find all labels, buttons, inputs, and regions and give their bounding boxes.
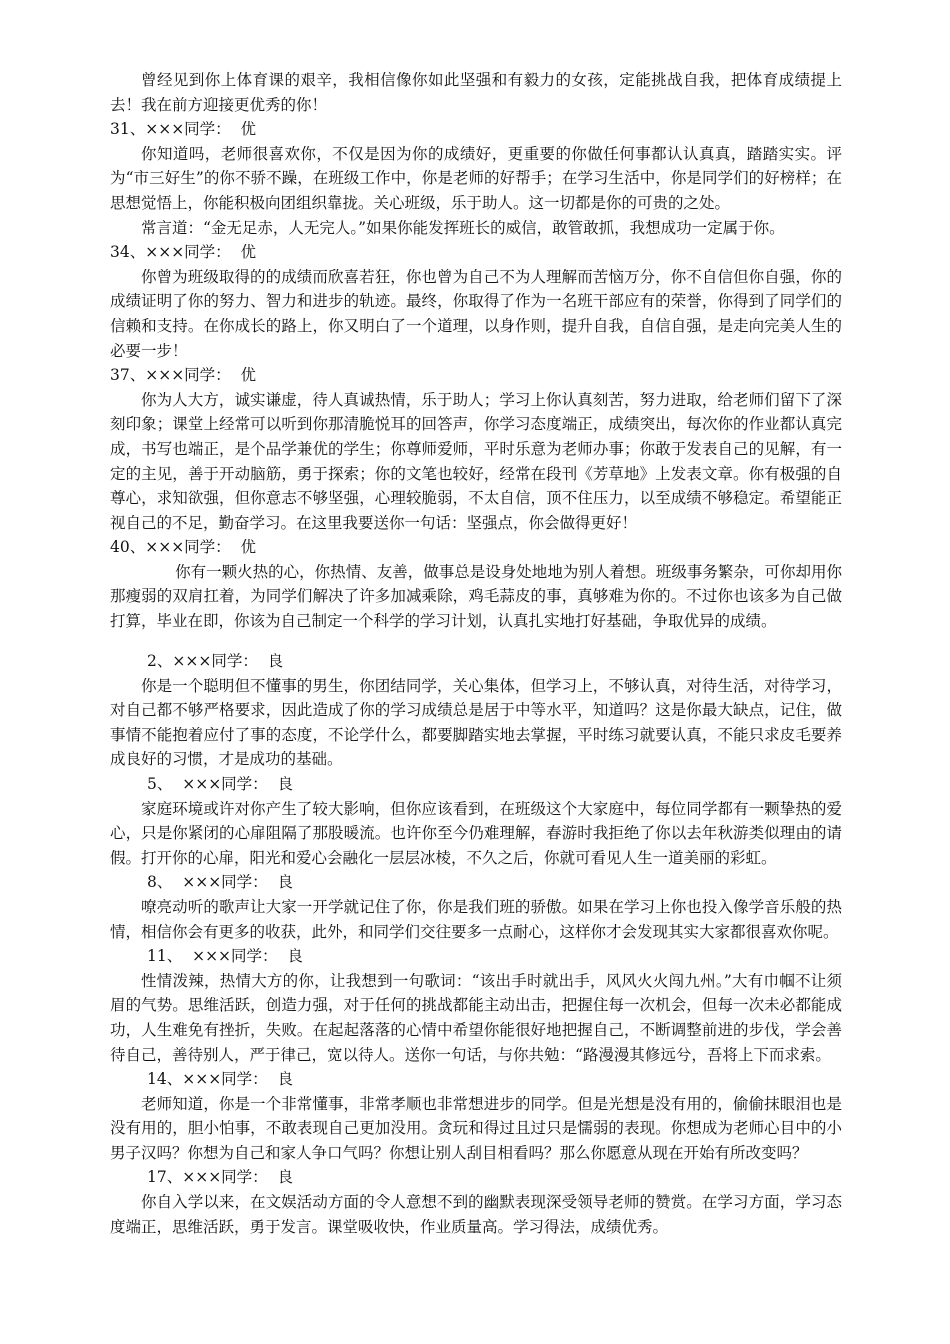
comment-paragraph: 你是一个聪明但不懂事的男生，你团结同学，关心集体，但学习上，不够认真，对待生活，对待学习，对自己都不够严格要求，因此造成了你的学习成绩总是居于中等水平，知道吗？这是你最大缺点，记住，做事情不能抱着应付了事的态度，不论学什么，都要脚踏实地去掌握，平时练习就要认真，不能只求皮毛要养成良好的习惯，才是成功的基础。: [110, 676, 842, 769]
comment-paragraph: 你有一颗火热的心，你热情、友善，做事总是设身处地地为别人着想。班级事务繁杂，可你却用你那瘦弱的双肩扛着，为同学们解决了许多加减乘除，鸡毛蒜皮的事，真够难为你的。不过你也该多为自己做打算，毕业在即，你该为自己制定一个科学的学习计划，认真扎实地打好基础，争取优异的成绩。: [110, 562, 842, 631]
comment-heading: 40、×××同学： 优: [110, 538, 257, 557]
comment-heading: 37、×××同学： 优: [110, 366, 257, 385]
comment-paragraph: 性情泼辣，热情大方的你，让我想到一句歌词：“该出手时就出手，风风火火闯九州。”大有巾帼不让须眉的气势。思维活跃，创造力强，对于任何的挑战都能主动出击，把握住每一次机会，但每一次未必都能成功，人生难免有挫折，失败。在起起落落的心情中希望你能很好地把握自己，不断调整前进的步伐，学会善待自己，善待别人，严于律己，宽以待人。送你一句话，与你共勉：“路漫漫其修远兮，吾将上下而求索。: [110, 971, 842, 1064]
comment-paragraph: 你为人大方，诚实谦虚，待人真诚热情，乐于助人；学习上你认真刻苦，努力进取，给老师们留下了深刻印象；课堂上经常可以听到你那清脆悦耳的回答声，你学习态度端正，成绩突出，每次你的作业都认真完成，书写也端正，是个品学兼优的学生；你尊师爱师，平时乐意为老师办事；你敢于发表自己的见解，有一定的主见，善于开动脑筋，勇于探索；你的文笔也较好，经常在段刊《芳草地》上发表文章。你有极强的自尊心，求知欲强，但你意志不够坚强，心理较脆弱，不太自信，顶不住压力，以至成绩不够稳定。希望能正视自己的不足，勤奋学习。在这里我要送你一句话：坚强点，你会做得更好！: [110, 390, 842, 532]
comment-paragraph: 你曾为班级取得的的成绩而欣喜若狂，你也曾为自己不为人理解而苦恼万分，你不自信但你自强，你的成绩证明了你的努力、智力和进步的轨迹。最终，你取得了作为一名班干部应有的荣誉，你得到了同学们的信赖和支持。在你成长的路上，你又明白了一个道理，以身作则，提升自我，自信自强，是走向完美人生的必要一步！: [110, 267, 842, 360]
comment-heading: 31、×××同学： 优: [110, 120, 257, 139]
comment-heading: 34、×××同学： 优: [110, 243, 257, 262]
comment-heading: 14、×××同学： 良: [147, 1070, 294, 1089]
comment-paragraph: 家庭环境或许对你产生了较大影响，但你应该看到，在班级这个大家庭中，每位同学都有一颗挚热的爱心，只是你紧闭的心扉阻隔了那股暖流。也许你至今仍难理解，春游时我拒绝了你以去年秋游类似理由的请假。打开你的心扉，阳光和爱心会融化一层层冰棱，不久之后，你就可看见人生一道美丽的彩虹。: [110, 799, 842, 867]
comment-heading: 2、×××同学： 良: [147, 652, 284, 670]
good-section: [110, 649, 842, 1239]
comment-paragraph: 你自入学以来，在文娱活动方面的令人意想不到的幽默表现深受领导老师的赞赏。在学习方面，学习态度端正，思维活跃，勇于发言。课堂吸收快，作业质量高。学习得法，成绩优秀。: [110, 1193, 842, 1236]
intro-paragraph: 曾经见到你上体育课的艰辛，我相信像你如此坚强和有毅力的女孩，定能挑战自我，把体育成绩提上去！我在前方迎接更优秀的你！: [110, 71, 842, 114]
comment-paragraph: 老师知道，你是一个非常懂事，非常孝顺也非常想进步的同学。但是光想是没有用的，偷偷抹眼泪也是没有用的，胆小怕事，不敢表现自己更加没用。贪玩和得过且过只是懦弱的表现。你想成为老师心目中的小男子汉吗？你想为自己和家人争口气吗？你想让别人刮目相看吗？那么你愿意从现在开始有所改变吗？: [110, 1094, 842, 1162]
comment-heading: 8、 ×××同学： 良: [147, 873, 294, 892]
excellent-section: [110, 68, 842, 634]
comment-paragraph: 嘹亮动听的歌声让大家一开学就记住了你，你是我们班的骄傲。如果在学习上你也投入像学音乐般的热情，相信你会有更多的收获，此外，和同学们交往要多一点耐心，这样你才会发现其实大家都很喜欢你呢。: [110, 897, 842, 941]
comment-heading: 11、 ×××同学： 良: [147, 947, 303, 966]
comment-heading: 17、×××同学： 良: [147, 1168, 294, 1187]
comment-paragraph: 你知道吗，老师很喜欢你，不仅是因为你的成绩好，更重要的你做任何事都认认真真，踏踏实实。评为“市三好生”的你不骄不躁，在班级工作中，你是老师的好帮手；在学习生活中，你是同学们的好榜样；在思想觉悟上，你能积极向团组织靠拢。关心班级，乐于助人。这一切都是你的可贵的之处。: [110, 144, 842, 212]
comment-paragraph: 常言道：“金无足赤，人无完人。”如果你能发挥班长的威信，敢管敢抓，我想成功一定属于你。: [141, 218, 785, 237]
comment-heading: 5、 ×××同学： 良: [147, 774, 294, 793]
